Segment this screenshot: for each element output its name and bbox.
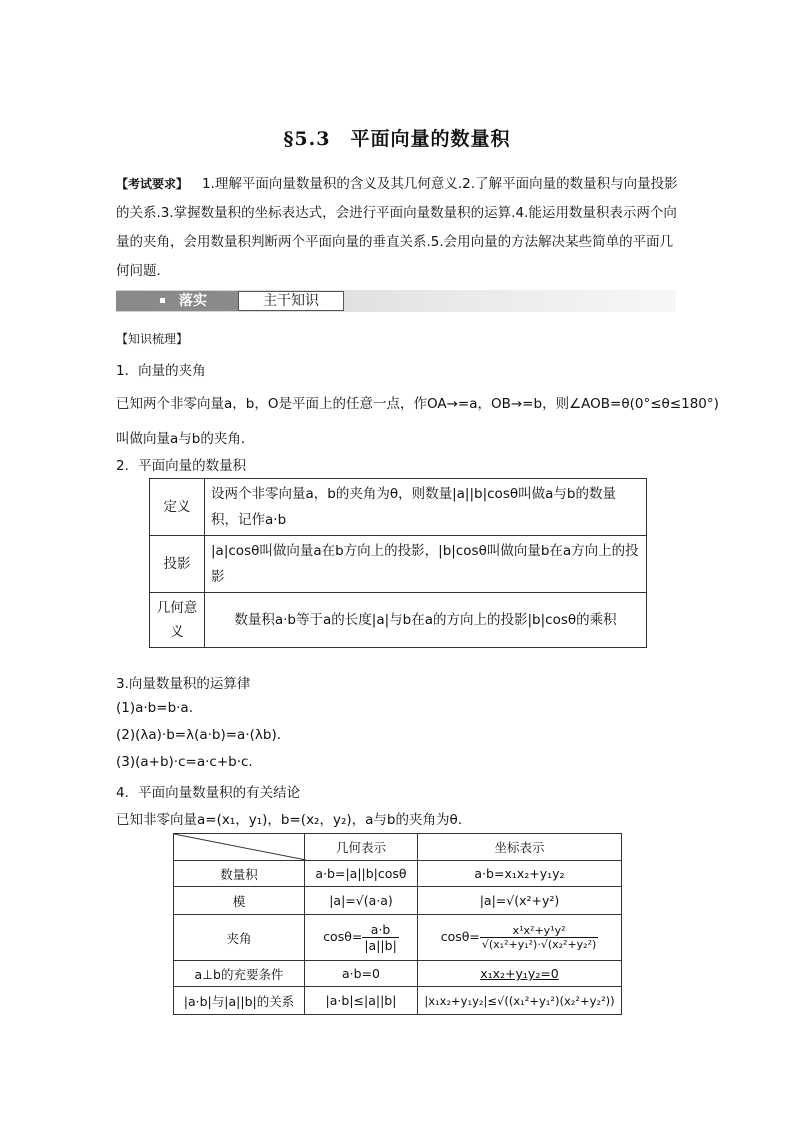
knowledge-label: 【知识梳理】: [116, 332, 189, 346]
table-row: [174, 861, 622, 887]
row-content: 设两个非零向量a，b的夹角为θ，则数量|a||b|cosθ叫做a与b的数量积，记作a·b: [205, 479, 647, 536]
dot-product-table: [149, 478, 647, 648]
geo-cell: [305, 915, 418, 961]
col-header-coord: 坐标表示: [418, 834, 622, 861]
table-row: [150, 479, 647, 536]
page-title: §5.3 平面向量的数量积: [283, 128, 511, 150]
coord-cell: |a|=√(x²+y²): [418, 887, 622, 915]
coord-prefix: cosθ=: [440, 929, 480, 944]
corner-cell: [174, 834, 305, 861]
s3-law1: (1)a·b=b·a.: [116, 700, 193, 716]
s1-line2: 叫做向量a与b的夹角．: [116, 431, 255, 447]
coord-cell: [418, 915, 622, 961]
geo-fraction: [362, 922, 398, 953]
row-header: 几何意义: [150, 593, 205, 648]
row-content: |a|cosθ叫做向量a在b方向上的投影，|b|cosθ叫做向量b在a方向上的投影: [205, 536, 647, 593]
table-row: [150, 536, 647, 593]
table-header-row: [174, 834, 622, 861]
diagonal-line: [174, 834, 306, 860]
square-icon: [160, 298, 165, 303]
coord-cell: |x₁x₂+y₁y₂|≤√((x₁²+y₁²)(x₂²+y₂²)): [418, 987, 622, 1015]
table-row: [174, 961, 622, 987]
s3-heading: 3.向量数量积的运算律: [116, 676, 251, 692]
conclusions-table: [173, 833, 622, 1015]
requirements-text: 1.理解平面向量数量积的含义及其几何意义.2.了解平面向量的数量积与向量投影的关系.3.掌握数量积的坐标表达式，会进行平面向量数量积的运算.4.能运用数量积表示两个向量的夹角，会用数量积判断两个平面向量的垂直关系.5.会用向量的方法解决某些简单的平面几何问题．: [116, 176, 678, 279]
row-name: a⊥b的充要条件: [174, 961, 305, 987]
s4-heading: 4．平面向量数量积的有关结论: [116, 785, 301, 801]
exam-requirements: [116, 170, 682, 286]
section-banner: [116, 290, 676, 312]
col-header-geo: 几何表示: [305, 834, 418, 861]
table-row: [174, 987, 622, 1015]
s3-law2: (2)(λa)·b=λ(a·b)=a·(λb).: [116, 727, 282, 743]
s1-line1: 已知两个非零向量a，b，O是平面上的任意一点，作OA→=a，OB→=b，则∠AOB=θ(0°≤θ≤180°): [116, 396, 719, 412]
row-header: 定义: [150, 479, 205, 536]
coord-fraction: [480, 924, 598, 951]
banner-left: [116, 291, 238, 311]
table-row: [150, 593, 647, 648]
row-header: 投影: [150, 536, 205, 593]
geo-numerator: a·b: [362, 922, 398, 938]
geo-cell: |a·b|≤|a||b|: [305, 987, 418, 1015]
table-row: [174, 915, 622, 961]
s3-law3: (3)(a+b)·c=a·c+b·c.: [116, 754, 253, 770]
row-name: 夹角: [174, 915, 305, 961]
row-content: 数量积a·b等于a的长度|a|与b在a的方向上的投影|b|cosθ的乘积: [205, 593, 647, 648]
banner-right: 主干知识: [238, 291, 344, 311]
banner-left-label: 落实: [179, 293, 207, 309]
s1-heading: 1．向量的夹角: [116, 363, 206, 379]
row-name: |a·b|与|a||b|的关系: [174, 987, 305, 1015]
requirements-tag: 【考试要求】: [116, 177, 189, 191]
coord-cell: a·b=x₁x₂+y₁y₂: [418, 861, 622, 887]
row-name: 模: [174, 887, 305, 915]
geo-prefix: cosθ=: [323, 929, 363, 944]
coord-denominator: √(x₁²+y₁²)·√(x₂²+y₂²): [481, 938, 597, 951]
s4-intro: 已知非零向量a=(x₁，y₁)，b=(x₂，y₂)，a与b的夹角为θ.: [116, 812, 463, 828]
geo-cell: a·b=|a||b|cosθ: [305, 861, 418, 887]
row-name: 数量积: [174, 861, 305, 887]
geo-cell: |a|=√(a·a): [305, 887, 418, 915]
geo-denominator: |a||b|: [364, 938, 397, 953]
coord-cell: x₁x₂+y₁y₂=0: [418, 961, 622, 987]
coord-numerator: x¹x²+y¹y²: [480, 924, 598, 938]
s2-heading: 2．平面向量的数量积: [116, 458, 247, 474]
table-row: [174, 887, 622, 915]
geo-cell: a·b=0: [305, 961, 418, 987]
